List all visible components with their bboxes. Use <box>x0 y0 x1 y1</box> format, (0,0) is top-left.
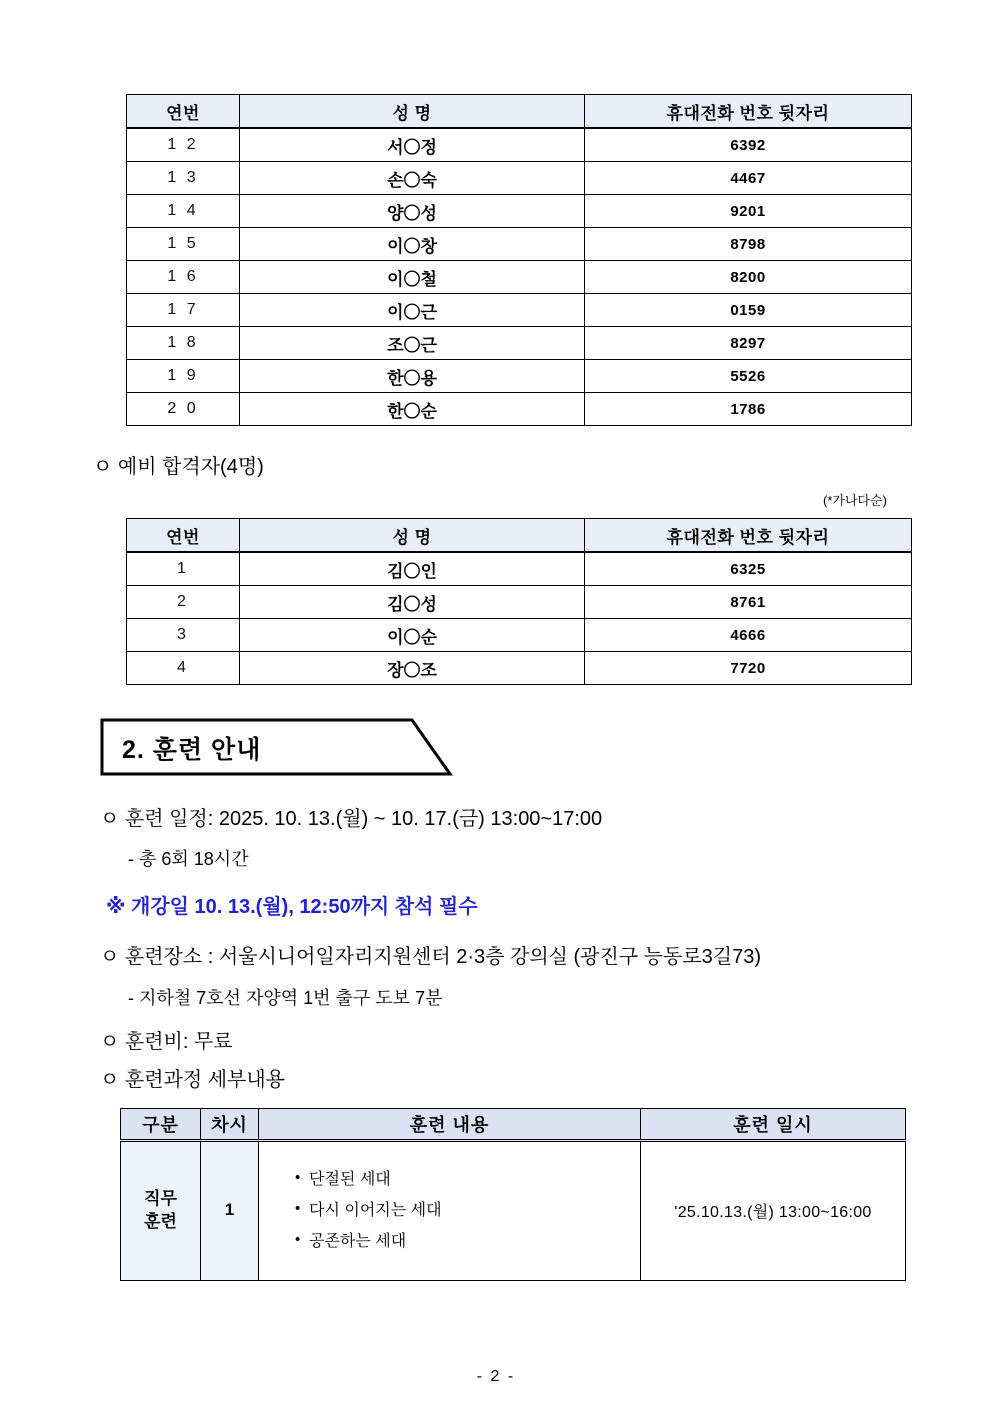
cell-no: 2 0 <box>127 393 240 426</box>
page-number-footer: - 2 - <box>476 1368 516 1385</box>
schedule-line: ㅇ 훈련 일정: 2025. 10. 13.(월) ~ 10. 17.(금) 13:00~17:00 <box>100 808 603 830</box>
header-cell-no: 연번 <box>127 95 240 129</box>
header-cell-phone: 휴대전화 번호 뒷자리 <box>585 519 912 553</box>
schedule-subline: - 총 6회 18시간 <box>128 849 249 869</box>
cell-no: 1 4 <box>127 195 240 228</box>
header-cell-date: 훈련 일시 <box>641 1109 906 1141</box>
header-cell-name: 성 명 <box>240 95 585 129</box>
cell-no: 1 6 <box>127 261 240 294</box>
cell-phone: 6392 <box>585 128 912 162</box>
cell-name: 손〇숙 <box>240 162 585 195</box>
cell-phone: 1786 <box>585 393 912 426</box>
cell-session: 1 <box>201 1141 259 1281</box>
table-row <box>127 195 912 228</box>
cell-name: 이〇철 <box>240 261 585 294</box>
table-row <box>127 162 912 195</box>
list-item: • 단절된 세대 <box>295 1164 640 1195</box>
cell-phone: 5526 <box>585 360 912 393</box>
cell-no: 1 3 <box>127 162 240 195</box>
cell-name: 이〇창 <box>240 228 585 261</box>
cell-phone: 0159 <box>585 294 912 327</box>
detail-heading-line: ㅇ 훈련과정 세부내용 <box>100 1069 285 1091</box>
cell-name: 조〇근 <box>240 327 585 360</box>
cell-phone: 8798 <box>585 228 912 261</box>
table-row <box>127 327 912 360</box>
cell-no: 1 8 <box>127 327 240 360</box>
cell-phone: 9201 <box>585 195 912 228</box>
fee-line: ㅇ 훈련비: 무료 <box>100 1031 233 1053</box>
header-cell-content: 훈련 내용 <box>259 1109 641 1141</box>
cell-name: 장〇조 <box>240 652 585 685</box>
cell-phone: 4467 <box>585 162 912 195</box>
header-cell-phone: 휴대전화 번호 뒷자리 <box>585 95 912 129</box>
table-header-row <box>127 519 912 553</box>
cell-name: 김〇성 <box>240 586 585 619</box>
table-row <box>127 393 912 426</box>
table-row <box>127 228 912 261</box>
section-title: 2. 훈련 안내 <box>122 736 262 764</box>
cell-date: '25.10.13.(월) 13:00~16:00 <box>641 1141 906 1281</box>
cell-no: 1 7 <box>127 294 240 327</box>
cell-phone: 6325 <box>585 552 912 586</box>
table-header-row <box>127 95 912 129</box>
cell-name: 양〇성 <box>240 195 585 228</box>
table-row <box>127 652 912 685</box>
cell-phone: 8200 <box>585 261 912 294</box>
cell-phone: 7720 <box>585 652 912 685</box>
cell-no: 1 <box>127 552 240 586</box>
cell-no: 1 9 <box>127 360 240 393</box>
table-row <box>127 294 912 327</box>
header-cell-name: 성 명 <box>240 519 585 553</box>
cell-name: 한〇용 <box>240 360 585 393</box>
list-item: • 공존하는 세대 <box>295 1226 640 1257</box>
cell-phone: 8297 <box>585 327 912 360</box>
curriculum-table <box>120 1108 906 1281</box>
cell-group <box>121 1141 201 1281</box>
table-row <box>127 261 912 294</box>
table-row <box>127 552 912 586</box>
cell-name: 한〇순 <box>240 393 585 426</box>
cell-group-line-2: 훈련 <box>144 1211 177 1231</box>
waitlist-heading: ㅇ 예비 합격자(4명) <box>93 456 264 478</box>
main-roster-table <box>126 94 912 426</box>
cell-no: 1 2 <box>127 128 240 162</box>
header-cell-session: 차시 <box>201 1109 259 1141</box>
attendance-note-line: ※ 개강일 10. 13.(월), 12:50까지 참석 필수 <box>106 896 478 918</box>
cell-name: 서〇정 <box>240 128 585 162</box>
place-line: ㅇ 훈련장소 : 서울시니어일자리지원센터 2·3층 강의실 (광진구 능동로3길73) <box>100 946 762 968</box>
cell-no: 3 <box>127 619 240 652</box>
header-cell-group: 구분 <box>121 1109 201 1141</box>
table-row <box>127 128 912 162</box>
waitlist-roster-table <box>126 518 912 685</box>
table-row <box>127 619 912 652</box>
table-row <box>127 360 912 393</box>
section-banner <box>100 718 455 776</box>
table-row <box>121 1141 906 1281</box>
alphabetical-order-note: (*가나다순) <box>823 493 887 508</box>
cell-phone: 8761 <box>585 586 912 619</box>
cell-no: 4 <box>127 652 240 685</box>
place-subline: - 지하철 7호선 자양역 1번 출구 도보 7분 <box>128 988 443 1008</box>
header-cell-no: 연번 <box>127 519 240 553</box>
list-item: • 다시 이어지는 세대 <box>295 1195 640 1226</box>
table-row <box>127 586 912 619</box>
cell-content <box>259 1141 641 1281</box>
content-list <box>281 1164 640 1258</box>
cell-name: 이〇순 <box>240 619 585 652</box>
cell-name: 이〇근 <box>240 294 585 327</box>
cell-no: 2 <box>127 586 240 619</box>
cell-name: 김〇인 <box>240 552 585 586</box>
cell-group-line-1: 직무 <box>144 1188 177 1208</box>
cell-no: 1 5 <box>127 228 240 261</box>
table-header-row <box>121 1109 906 1141</box>
cell-phone: 4666 <box>585 619 912 652</box>
